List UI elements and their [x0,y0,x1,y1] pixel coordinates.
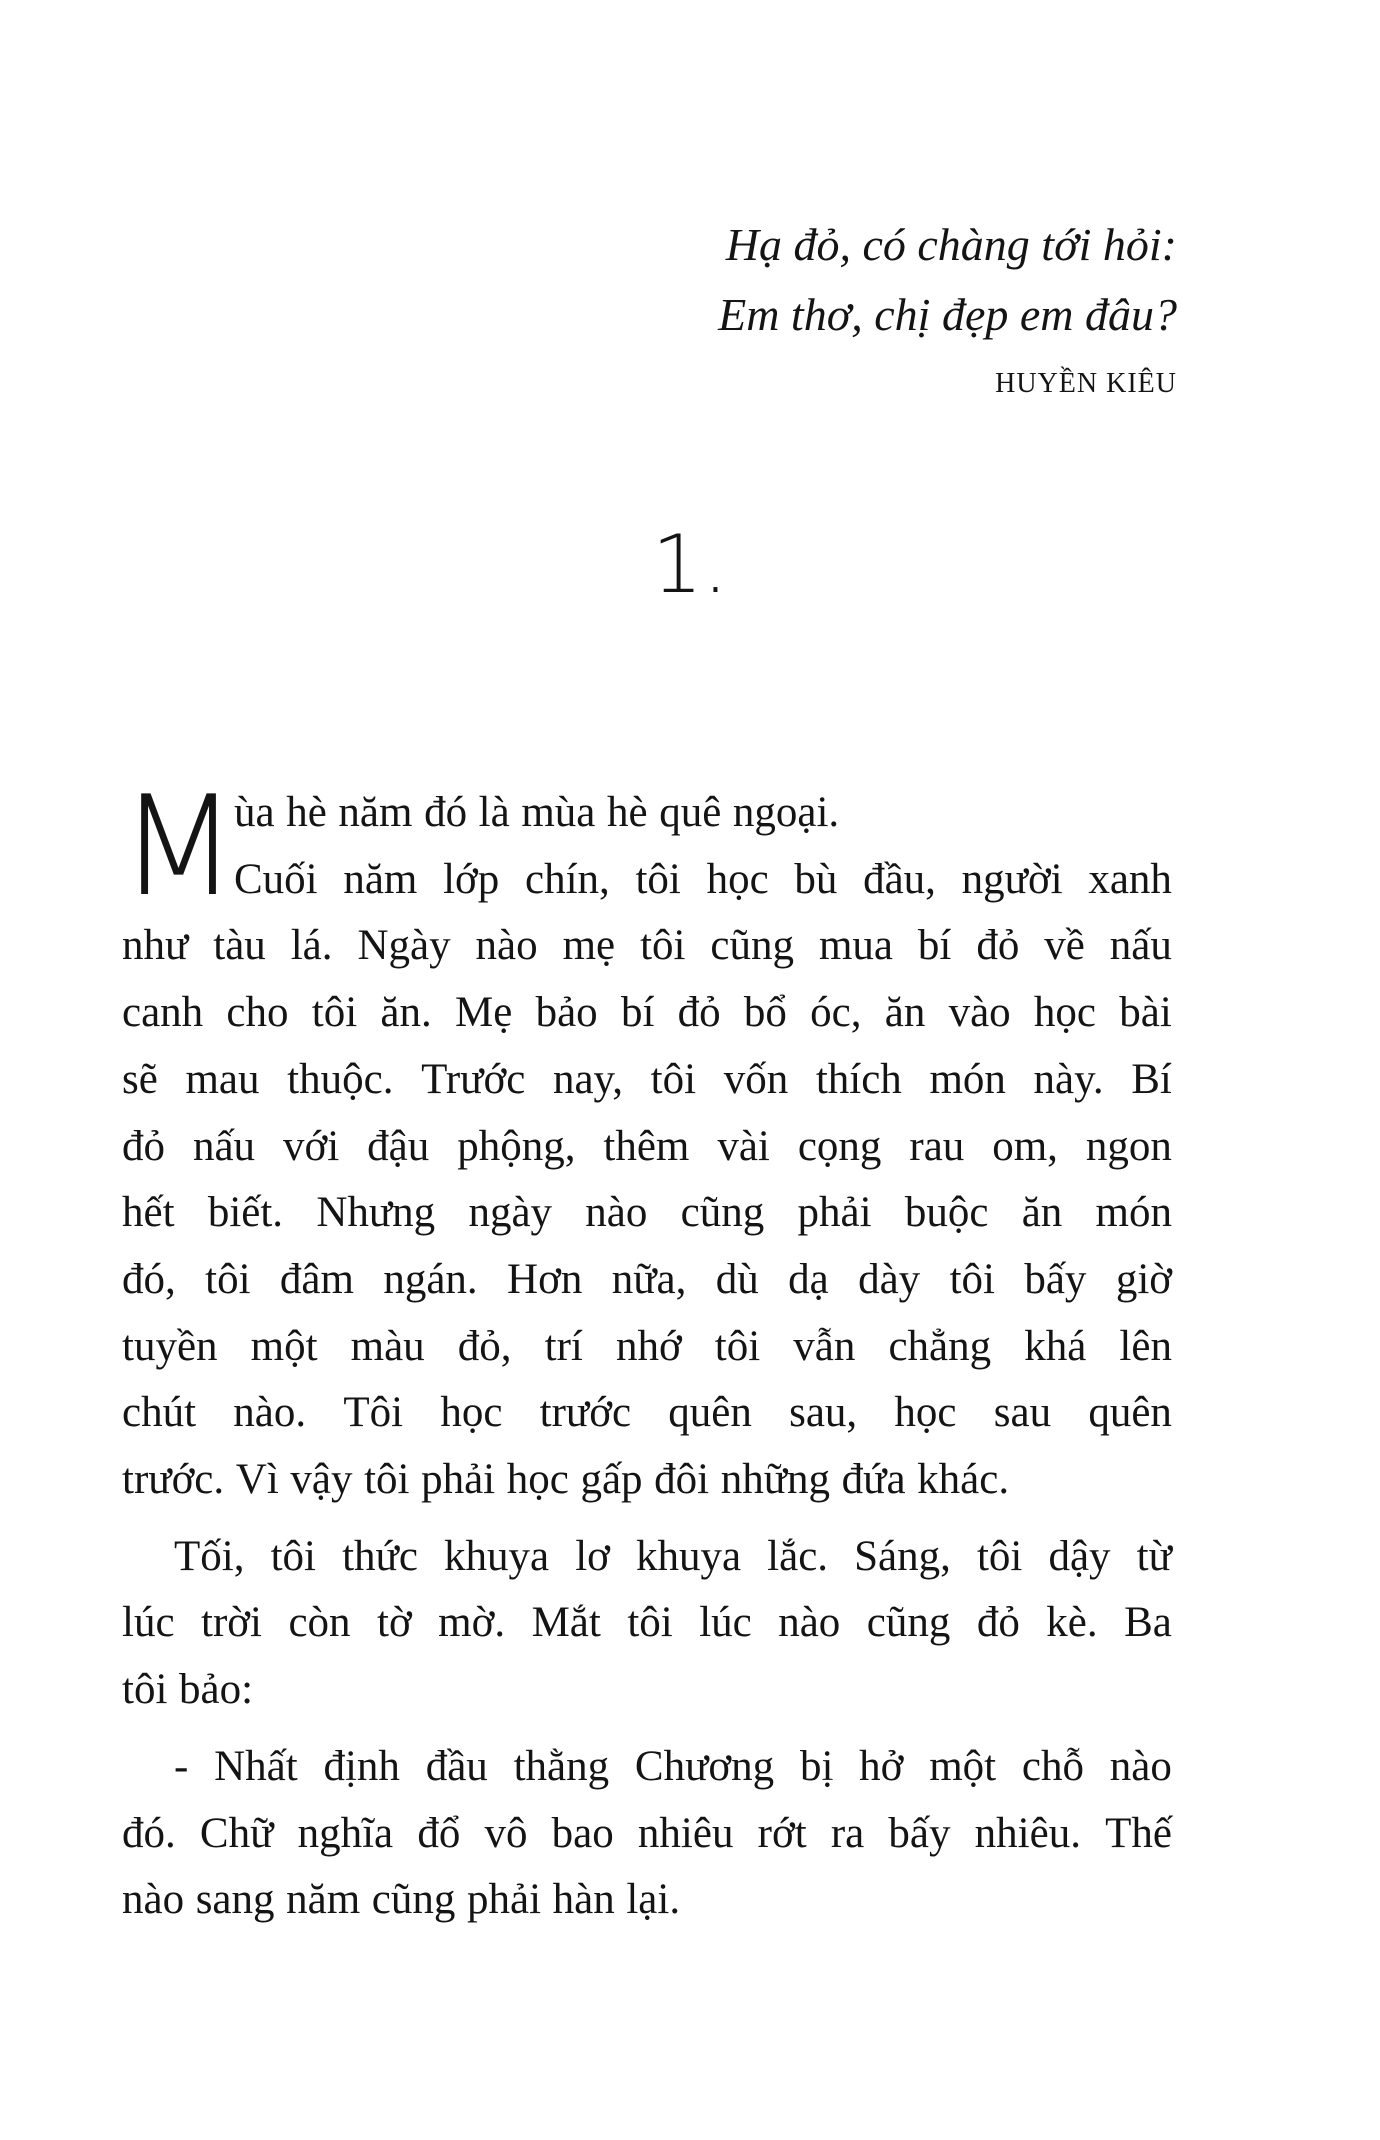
text-line: tôi bảo: [122,1666,254,1714]
text-line: sẽ mau thuộc. Trước nay, tôi vốn thích món này. Bí [122,1055,1172,1103]
chapter-number: 1. [651,518,729,611]
text-line: đó. Chữ nghĩa đổ vô bao nhiêu rớt ra bấy nhiêu. Thế [122,1809,1172,1857]
text-line: nào sang năm cũng phải hàn lại. [122,1876,681,1924]
epigraph [718,210,1177,400]
text-line: ùa hè năm đó là mùa hè quê ngoại. [234,789,840,836]
text-line: lúc trời còn tờ mờ. Mắt tôi lúc nào cũng đỏ kè. Ba [122,1599,1172,1647]
paragraph [122,1524,1172,1724]
text-line: - Nhất định đầu thằng Chương bị hở một chỗ nào [174,1742,1172,1790]
text-line: canh cho tôi ăn. Mẹ bảo bí đỏ bổ óc, ăn vào học bài [122,989,1172,1037]
chapter-body [119,766,1172,1934]
text-line: trước. Vì vậy tôi phải học gấp đôi những đứa khác. [122,1456,1010,1504]
text-line: Cuối năm lớp chín, tôi học bù đầu, người xanh [234,855,1172,903]
paragraph [122,1734,1172,1934]
epigraph-line: Em thơ, chị đẹp em đâu? [718,289,1177,340]
epigraph-line: Hạ đỏ, có chàng tới hỏi: [725,219,1177,270]
text-line: đỏ nấu với đậu phộng, thêm vài cọng rau om, ngon [122,1122,1172,1170]
text-line: hết biết. Nhưng ngày nào cũng phải buộc ăn món [122,1189,1172,1237]
paragraph [119,766,1172,1514]
text-line: như tàu lá. Ngày nào mẹ tôi cũng mua bí đỏ về nấu [122,922,1172,970]
drop-cap: M [119,766,239,927]
text-line: chút nào. Tôi học trước quên sau, học sau quên [122,1389,1172,1437]
text-line: tuyền một màu đỏ, trí nhớ tôi vẫn chẳng khá lên [122,1322,1172,1370]
epigraph-author: HUYỀN KIÊU [995,368,1177,399]
text-line: Tối, tôi thức khuya lơ khuya lắc. Sáng, tôi dậy từ [174,1532,1172,1580]
text-line: đó, tôi đâm ngán. Hơn nữa, dù dạ dày tôi bấy giờ [122,1255,1172,1303]
